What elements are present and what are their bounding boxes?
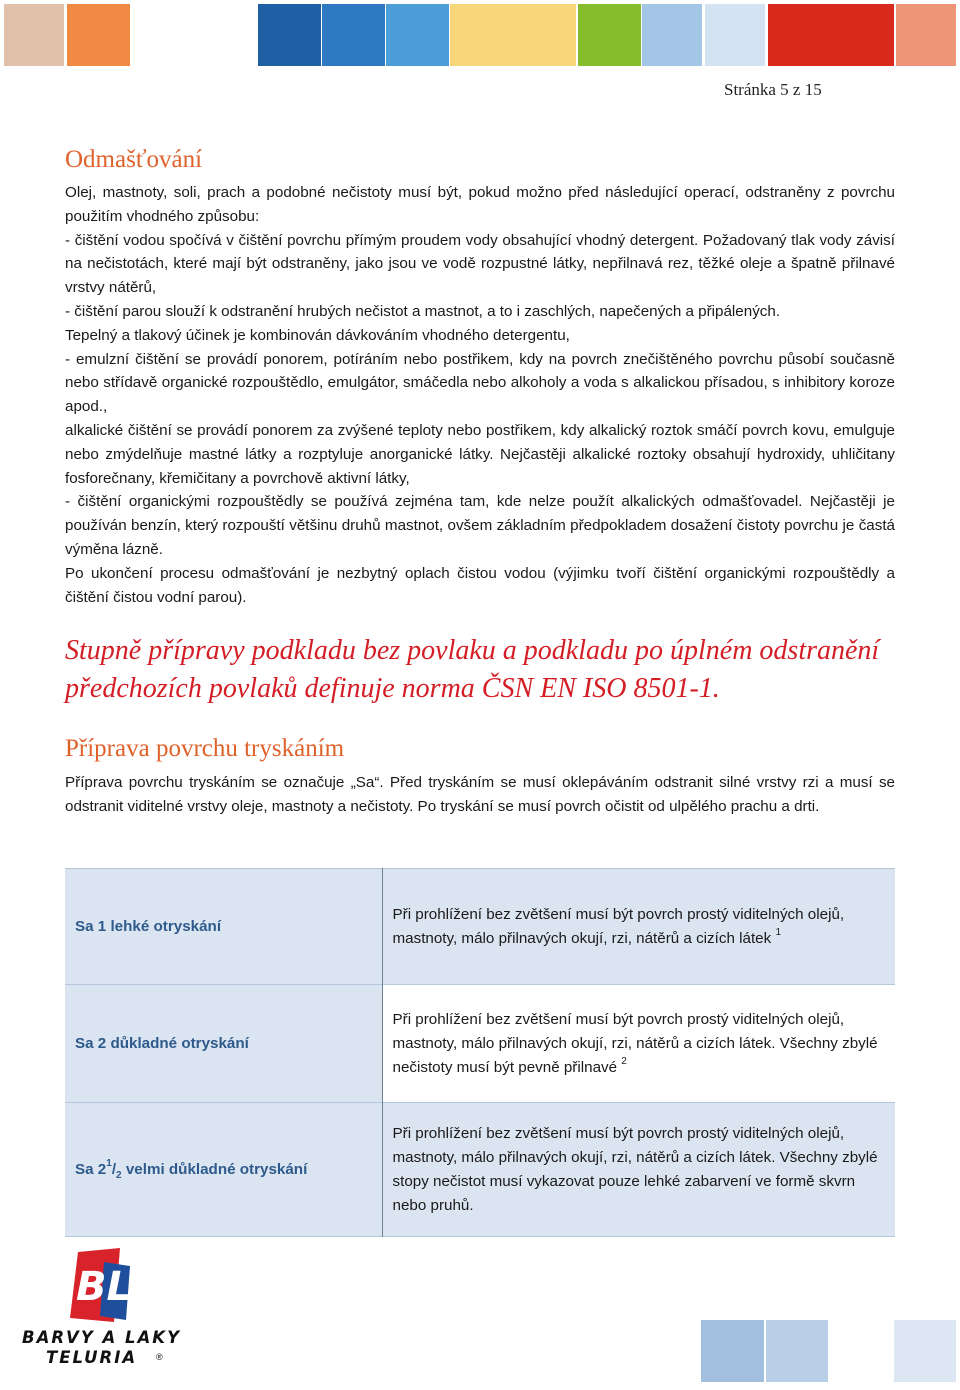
color-block: [705, 4, 765, 66]
section-heading-degreasing: Odmašťování: [65, 146, 203, 173]
color-block: [4, 4, 64, 66]
grade-label: [65, 1103, 382, 1237]
color-block: [386, 4, 449, 66]
blasting-grades-table: [65, 868, 895, 1237]
top-color-bar: [0, 4, 960, 66]
grade-description-text: Při prohlížení bez zvětšení musí být povrch prostý viditelných olejů, mastnoty, málo přilnavých okují, rzi, nátěrů a cizích látek. Všechny zbylé stopy nečistot musí vykazovat pouze lehké zabarvení ve formě skvrn nebo pruhů.: [392, 1124, 878, 1214]
norm-statement: Stupně přípravy podkladu bez povlaku a podkladu po úplném odstranění předchozích povlaků definuje norma ČSN EN ISO 8501-1.: [65, 635, 880, 704]
logo-mark-text: BL: [76, 1264, 132, 1310]
grade-description: [382, 869, 895, 985]
color-block: [450, 4, 576, 66]
bl-logo-mark: [66, 1248, 132, 1324]
registered-mark: ®: [156, 1352, 163, 1362]
color-block: [578, 4, 641, 66]
grade-label: [65, 869, 382, 985]
fraction-slash: /: [111, 1160, 117, 1178]
table-row: [65, 869, 895, 985]
grade-label-prefix: Sa 2: [75, 1160, 107, 1178]
color-block: [642, 4, 702, 66]
paragraph: alkalické čištění se provádí ponorem za zvýšené teploty nebo postřikem, kdy alkalický roztok smáčí povrch kovu, emulguje nebo zmýdelňuje mastné látky a rozptyluje anorganické látky. Nejčastěji alkalické roztoky obsahují hydroxidy, uhličitany fosforečnany, křemičitany a povrchově aktivní látky,: [65, 421, 895, 487]
grade-description-text: Při prohlížení bez zvětšení musí být povrch prostý viditelných olejů, mastnoty, málo přilnavých okují, rzi, nátěrů a cizích látek. Všechny zbylé nečistoty musí být pevně přilnavé: [392, 1010, 878, 1076]
footnote-mark: 2: [621, 1056, 627, 1068]
paragraph: Olej, mastnoty, soli, prach a podobné nečistoty musí být, pokud možno před následující operací, odstraněny z povrchu použitím vhodného způsobu:: [65, 184, 895, 225]
grade-description: [382, 1103, 895, 1237]
logo-line1: BARVY A LAKY: [22, 1328, 182, 1347]
bottom-color-block: [701, 1320, 764, 1382]
grade-label-text: Sa 2 důkladné otryskání: [75, 1034, 249, 1052]
color-block: [896, 4, 956, 66]
paragraph: Tepelný a tlakový účinek je kombinován dávkováním vhodného detergentu,: [65, 326, 570, 344]
section-heading-blasting: Příprava povrchu tryskáním: [65, 735, 345, 762]
color-block: [768, 4, 894, 66]
grade-label-text: Sa 1 lehké otryskání: [75, 917, 222, 935]
logo-line2: TELURIA: [46, 1348, 138, 1367]
color-block: [67, 4, 130, 66]
bottom-color-block: [766, 1320, 828, 1382]
degreasing-text: [65, 181, 895, 609]
paragraph: - čištění parou slouží k odstranění hrubých nečistot a mastnot, a to i zaschlých, napečených a připálených.: [65, 302, 781, 320]
grade-description-text: Při prohlížení bez zvětšení musí být povrch prostý viditelných olejů, mastnoty, málo přilnavých okují, rzi, nátěrů a cizích látek: [392, 905, 845, 947]
page-number: Stránka 5 z 15: [724, 80, 822, 99]
fraction-denominator: 2: [116, 1169, 122, 1181]
table-row: [65, 985, 895, 1103]
paragraph: Po ukončení procesu odmašťování je nezbytný oplach čistou vodou (výjimku tvoří čištění organickými rozpouštědly a čištění čistou vodní parou).: [65, 564, 895, 606]
grade-label: [65, 985, 382, 1103]
paragraph: - čištění vodou spočívá v čištění povrchu přímým proudem vody obsahující vhodný detergent. Požadovaný tlak vody závisí na nečistotách, které mají být odstraněny, jako jsou ve vodě rozpustné látky, nepřilnavá rez, těžké oleje a špatně přilnavé vrstvy nátěrů,: [65, 231, 895, 297]
color-block: [322, 4, 385, 66]
grade-description: [382, 985, 895, 1103]
color-block: [258, 4, 321, 66]
paragraph: - emulzní čištění se provádí ponorem, potíráním nebo postřikem, kdy na povrch znečištěného povrchu působí současně nebo střídavě organické rozpouštědlo, emulgátor, smáčedla nebo alkoholy a voda s alkalickou přísadou, s inhibitory koroze apod.,: [65, 350, 895, 416]
footnote-mark: 1: [775, 927, 782, 939]
paragraph: - čištění organickými rozpouštědly se používá zejména tam, kde nelze použít alkalických odmašťovadel. Nejčastěji je používán benzín, který rozpouští většinu druhů mastnot, ovšem základním předpokladem dosažení čistoty povrchu je častá výměna lázně.: [65, 493, 895, 558]
paragraph: Příprava povrchu tryskáním se označuje „Sa“. Před tryskáním se musí oklepáváním odstranit silné vrstvy rzi a musí se odstranit viditelné vrstvy oleje, mastnoty a nečistoty. Po tryskání se musí povrch očistit od ulpělého prachu a drti.: [65, 774, 895, 815]
fraction-numerator: 1: [106, 1158, 112, 1170]
blasting-text: [65, 771, 895, 819]
company-logo: [20, 1248, 182, 1370]
bottom-color-block: [894, 1320, 956, 1382]
table-row: [65, 1103, 895, 1237]
grade-label-rest: velmi důkladné otryskání: [121, 1160, 308, 1178]
